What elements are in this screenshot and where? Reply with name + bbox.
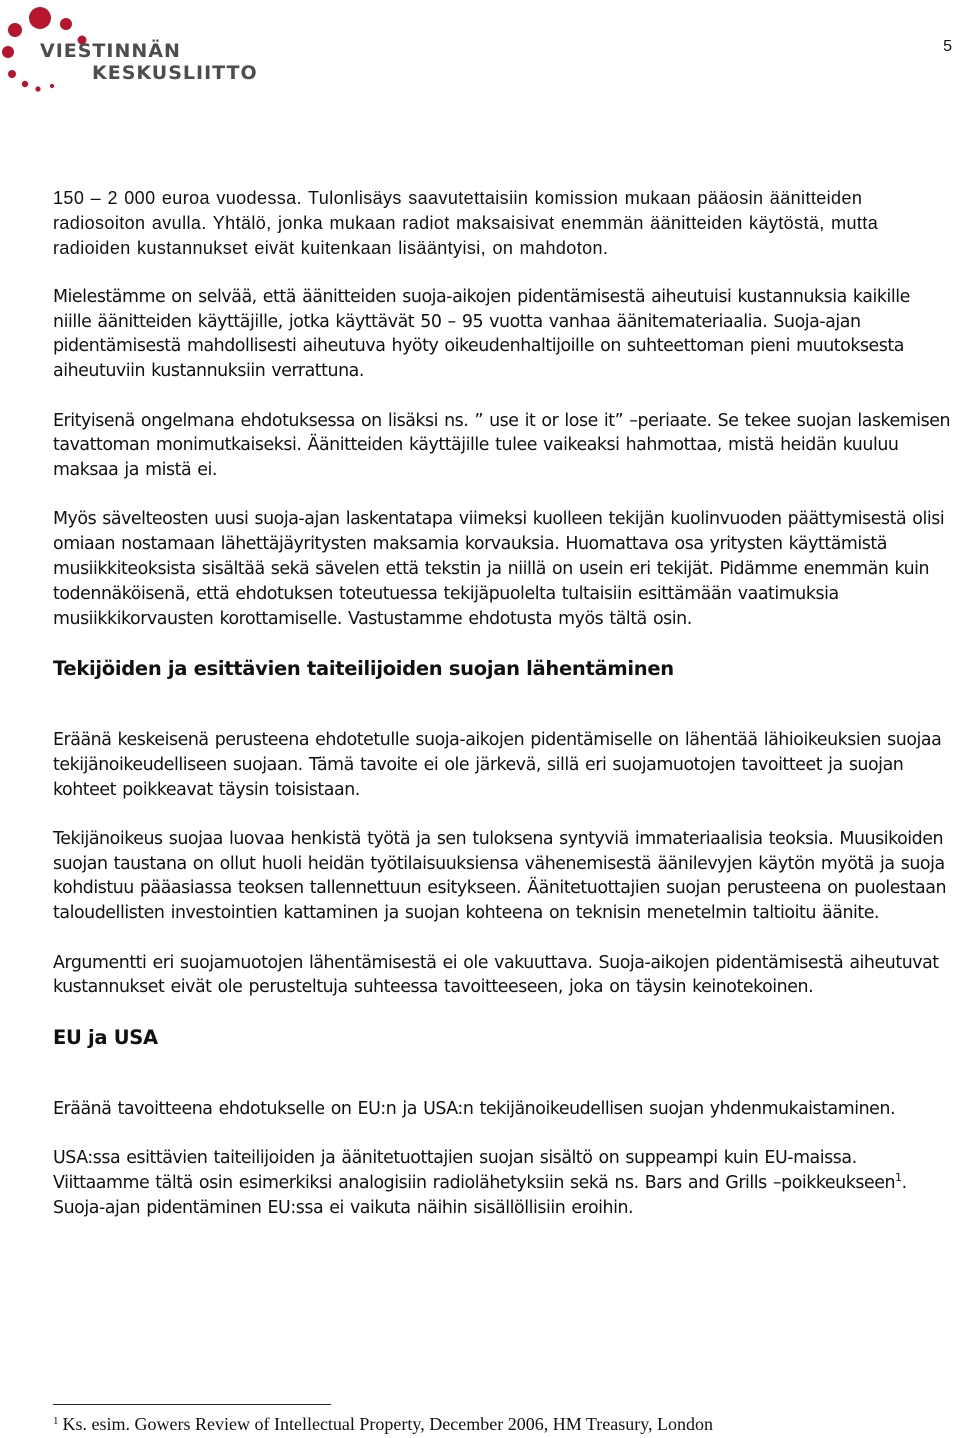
paragraph-text: . Suoja-ajan pidentäminen EU:ssa ei vaikuta näihin sisällöllisiin eroihin. (53, 1172, 907, 1218)
logo-line-2: KESKUSLIITTO (92, 62, 258, 84)
paragraph: Eräänä keskeisenä perusteena ehdotetulle suoja-aikojen pidentämiselle on lähentää lähioikeuksien suojaa tekijänoikeudelliseen suojaan. Tämä tavoite ei ole järkevä, sillä eri suojamuotojen tavoitteet ja suojan kohteet poikkeavat täysin toisistaan. (53, 729, 942, 800)
paragraph: 150 – 2 000 euroa vuodessa. Tulonlisäys saavutettaisiin komission mukaan pääosin äänitteiden radiosoiton avulla. Yhtälö, jonka mukaan radiot maksaisivat enemmän äänitteiden käytöstä, mutta radioiden kustannukset eivät kuitenkaan lisääntyisi, on mahdoton. (53, 188, 879, 258)
footnote (53, 1413, 713, 1435)
logo (0, 0, 270, 100)
paragraph: Argumentti eri suojamuotojen lähentämisestä ei ole vakuuttava. Suoja-aikojen pidentämisestä aiheutuvat kustannukset eivät ole perusteltuja suhteessa tavoitteeseen, joka on täysin keinotekoinen. (53, 952, 939, 998)
logo-wordmark (40, 40, 258, 84)
logo-line-1: VIESTINNÄN (40, 40, 181, 62)
paragraph: Myös sävelteosten uusi suoja-ajan laskentatapa viimeksi kuolleen tekijän kuolinvuoden päättymisestä olisi omiaan nostamaan lähettäjäyritysten maksamia korvauksia. Huomattava osa yritysten käyttämistä musiikkiteoksista sisältää sekä sävelen että tekstin ja niillä on usein eri tekijät. Pidämme enemmän kuin todennäköisenä, että ehdotuksen toteutuessa tekijäpuolelta tultaisiin esittämään vaatimuksia musiikkikorvausten korottamiselle. Vastustamme ehdotusta myös tältä osin. (53, 509, 945, 629)
paragraph: Tekijänoikeus suojaa luovaa henkistä työtä ja sen tuloksena syntyviä immateriaalisia teoksia. Muusikoiden suojan taustana on ollut huoli heidän työtilaisuuksiensa vähenemisestä äänilevyjen käytön myötä ja suoja kohdistuu pääasiassa teoksen tallennettuun esitykseen. Äänitetuottajien suojan perusteena on puolestaan taloudellisten investointien kattaminen ja suojan kohteena on teknisin menetelmin taltioitu äänite. (53, 828, 947, 924)
paragraph (53, 1146, 953, 1220)
document-body (53, 186, 953, 1245)
footnote-text: Ks. esim. Gowers Review of Intellectual Property, December 2006, HM Treasury, London (62, 1414, 714, 1434)
footnote-reference[interactable]: 1 (895, 1170, 902, 1184)
footnote-marker: 1 (53, 1415, 59, 1427)
paragraph-text: USA:ssa esittävien taiteilijoiden ja äänitetuottajien suojan sisältö on suppeampi kuin EU-maissa. Viittaamme tältä osin esimerkiksi analogisiin radiolähetyksiin sekä ns. Bars and Grills –poikkeukseen (53, 1147, 896, 1193)
paragraph: Mielestämme on selvää, että äänitteiden suoja-aikojen pidentämisestä aiheutuisi kustannuksia kaikille niille äänitteiden käyttäjille, jotka käyttävät 50 – 95 vuotta vanhaa äänitemateriaalia. Suoja-ajan pidentämisestä mahdollisesti aiheutuva hyöty oikeudenhaltijoille on suhteettoman pieni muutoksesta aiheutuviin kustannuksiin verrattuna. (53, 286, 910, 382)
page-number: 5 (943, 38, 952, 55)
paragraph: Eräänä tavoitteena ehdotukselle on EU:n ja USA:n tekijänoikeudellisen suojan yhdenmukaistaminen. (53, 1098, 896, 1119)
section-heading: Tekijöiden ja esittävien taiteilijoiden suojan lähentäminen (53, 656, 674, 680)
section-heading: EU ja USA (53, 1025, 158, 1049)
footnote-divider (53, 1404, 331, 1405)
paragraph: Erityisenä ongelmana ehdotuksessa on lisäksi ns. ” use it or lose it” –periaate. Se tekee suojan laskemisen tavattoman monimutkaiseksi. Äänitteiden käyttäjille tulee vaikeaksi hahmottaa, mistä heidän kuuluu maksaa ja mistä ei. (53, 410, 951, 481)
